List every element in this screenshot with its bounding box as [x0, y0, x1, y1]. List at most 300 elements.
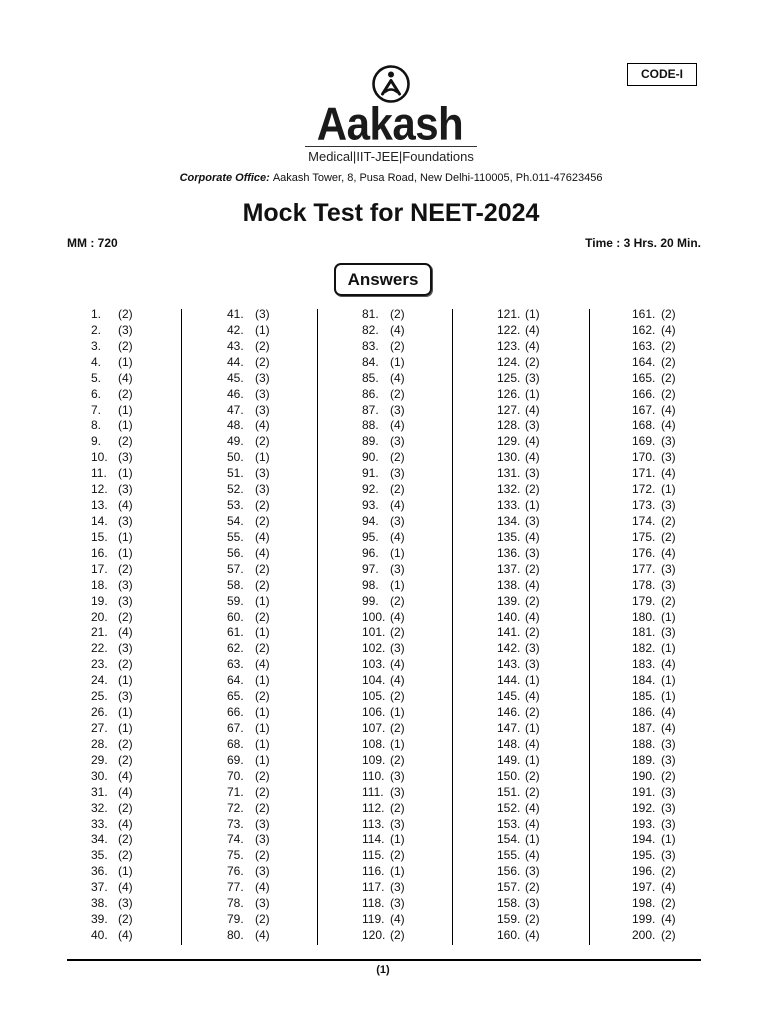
answer-row [362, 912, 405, 928]
answer-option: (2) [525, 354, 540, 369]
answer-option: (3) [255, 482, 270, 497]
answer-option: (2) [118, 848, 133, 863]
answer-option: (2) [118, 752, 133, 767]
answer-option: (2) [390, 450, 405, 465]
answer-row [91, 705, 133, 721]
answer-option: (2) [255, 689, 270, 704]
answer-column [91, 307, 133, 944]
question-number: 117. [362, 880, 385, 895]
question-number: 111. [362, 784, 384, 799]
answer-option: (2) [118, 434, 133, 449]
answer-option: (2) [525, 561, 540, 576]
answer-option: (4) [525, 689, 540, 704]
answer-row [497, 721, 540, 737]
answer-row [91, 418, 133, 434]
question-number: 61. [227, 625, 244, 640]
answer-row [362, 339, 405, 355]
question-number: 71. [227, 784, 244, 799]
question-number: 119. [362, 912, 385, 927]
question-number: 152. [497, 800, 521, 815]
question-number: 138. [497, 577, 521, 592]
question-number: 33. [91, 816, 108, 831]
answer-option: (3) [255, 466, 270, 481]
question-number: 118. [362, 896, 385, 911]
answer-row [227, 896, 270, 912]
question-number: 148. [497, 736, 521, 751]
answer-row [91, 657, 133, 673]
answer-row [227, 880, 270, 896]
answer-row [91, 785, 133, 801]
answer-row [497, 912, 540, 928]
answer-row [632, 657, 676, 673]
answer-row [497, 880, 540, 896]
question-number: 133. [497, 498, 521, 513]
answer-row [91, 355, 133, 371]
answer-row [227, 355, 270, 371]
answer-row [91, 673, 133, 689]
answer-row [227, 785, 270, 801]
answer-option: (1) [118, 545, 133, 560]
answer-option: (2) [255, 561, 270, 576]
question-number: 16. [91, 545, 108, 560]
answer-option: (2) [255, 498, 270, 513]
answer-row [91, 896, 133, 912]
question-number: 59. [227, 593, 244, 608]
answer-row [632, 848, 676, 864]
answer-option: (4) [525, 800, 540, 815]
answer-row [497, 562, 540, 578]
time-duration: Time : 3 Hrs. 20 Min. [585, 236, 701, 250]
question-number: 130. [497, 450, 521, 465]
answer-option: (2) [118, 912, 133, 927]
brand-name: Aakash [316, 97, 464, 150]
answer-row [632, 403, 676, 419]
question-number: 105. [362, 689, 386, 704]
question-number: 186. [632, 705, 656, 720]
answer-option: (2) [118, 561, 133, 576]
question-number: 123. [497, 338, 521, 353]
answer-option: (2) [118, 338, 133, 353]
answer-option: (3) [525, 864, 540, 879]
answer-option: (1) [255, 322, 270, 337]
question-number: 185. [632, 689, 656, 704]
answer-option: (1) [118, 720, 133, 735]
answer-option: (4) [390, 673, 405, 688]
answer-option: (3) [661, 625, 676, 640]
answer-option: (4) [525, 529, 540, 544]
answer-option: (4) [661, 657, 676, 672]
answer-row [497, 466, 540, 482]
answers-heading: Answers [334, 263, 432, 296]
answer-row [632, 578, 676, 594]
question-number: 91. [362, 466, 379, 481]
answer-row [227, 912, 270, 928]
question-number: 43. [227, 338, 244, 353]
answer-option: (1) [390, 832, 405, 847]
answer-row [91, 339, 133, 355]
answer-option: (4) [255, 880, 270, 895]
answer-row [91, 594, 133, 610]
answer-option: (3) [525, 370, 540, 385]
answer-row [227, 482, 270, 498]
answer-row [227, 657, 270, 673]
question-number: 95. [362, 529, 379, 544]
question-number: 98. [362, 577, 379, 592]
answer-row [497, 578, 540, 594]
question-number: 187. [632, 720, 656, 735]
question-number: 199. [632, 912, 656, 927]
answer-option: (4) [118, 498, 133, 513]
question-number: 87. [362, 402, 379, 417]
question-number: 170. [632, 450, 656, 465]
answer-option: (1) [118, 864, 133, 879]
answer-option: (2) [118, 800, 133, 815]
answer-row [91, 482, 133, 498]
answer-option: (1) [255, 752, 270, 767]
answer-option: (4) [255, 529, 270, 544]
answer-option: (2) [525, 705, 540, 720]
answer-row [632, 769, 676, 785]
answer-row [227, 434, 270, 450]
answer-row [91, 928, 133, 944]
answer-row [362, 434, 405, 450]
question-number: 26. [91, 705, 108, 720]
answer-option: (3) [390, 641, 405, 656]
answer-option: (2) [390, 800, 405, 815]
question-number: 101. [362, 625, 386, 640]
answer-option: (3) [525, 641, 540, 656]
answer-option: (4) [661, 545, 676, 560]
answer-row [632, 625, 676, 641]
answer-row [91, 387, 133, 403]
answer-option: (2) [255, 800, 270, 815]
answer-row [632, 546, 676, 562]
question-number: 176. [632, 545, 656, 560]
answer-row [497, 801, 540, 817]
answer-option: (2) [661, 370, 676, 385]
question-number: 114. [362, 832, 385, 847]
question-number: 197. [632, 880, 656, 895]
answer-option: (1) [390, 736, 405, 751]
question-number: 132. [497, 482, 521, 497]
brand-tagline: Medical|IIT-JEE|Foundations [305, 146, 477, 164]
question-number: 92. [362, 482, 379, 497]
answer-option: (2) [118, 657, 133, 672]
answer-column [632, 307, 676, 944]
question-number: 5. [91, 370, 102, 385]
question-number: 36. [91, 864, 108, 879]
answer-row [362, 610, 405, 626]
question-number: 60. [227, 609, 244, 624]
answer-row [362, 562, 405, 578]
answer-option: (1) [525, 498, 540, 513]
question-number: 139. [497, 593, 521, 608]
answer-row [362, 625, 405, 641]
question-number: 146. [497, 705, 521, 720]
question-number: 168. [632, 418, 656, 433]
answer-row [497, 785, 540, 801]
question-number: 107. [362, 720, 386, 735]
question-number: 50. [227, 450, 244, 465]
answer-row [227, 610, 270, 626]
answer-row [497, 514, 540, 530]
question-number: 38. [91, 896, 108, 911]
answer-row [91, 625, 133, 641]
answer-row [497, 610, 540, 626]
answer-row [362, 928, 405, 944]
answer-option: (4) [661, 402, 676, 417]
answer-option: (3) [390, 784, 405, 799]
question-number: 115. [362, 848, 385, 863]
answer-option: (3) [255, 370, 270, 385]
question-number: 141. [497, 625, 521, 640]
answer-row [497, 832, 540, 848]
answer-option: (4) [390, 322, 405, 337]
answer-row [227, 546, 270, 562]
question-number: 84. [362, 354, 379, 369]
question-number: 25. [91, 689, 108, 704]
question-number: 188. [632, 736, 656, 751]
question-number: 161. [632, 307, 656, 321]
answer-row [497, 530, 540, 546]
corporate-office-address: Aakash Tower, 8, Pusa Road, New Delhi-110005, Ph.011-47623456 [272, 172, 603, 184]
question-number: 19. [91, 593, 108, 608]
answer-row [632, 721, 676, 737]
answer-row [227, 339, 270, 355]
answer-row [91, 848, 133, 864]
page-number: (1) [376, 964, 390, 976]
answer-option: (4) [118, 370, 133, 385]
question-number: 175. [632, 529, 656, 544]
footer-rule [67, 959, 701, 961]
answer-option: (1) [118, 466, 133, 481]
question-number: 124. [497, 354, 521, 369]
question-number: 106. [362, 705, 386, 720]
answer-option: (4) [390, 657, 405, 672]
answer-option: (1) [390, 705, 405, 720]
answer-option: (3) [118, 689, 133, 704]
answer-row [91, 530, 133, 546]
answer-option: (4) [390, 609, 405, 624]
answer-row [497, 387, 540, 403]
question-number: 135. [497, 529, 521, 544]
question-number: 20. [91, 609, 108, 624]
answer-option: (3) [661, 434, 676, 449]
answer-option: (1) [525, 307, 540, 321]
answer-option: (2) [525, 784, 540, 799]
question-number: 1. [91, 307, 102, 321]
answer-row [362, 450, 405, 466]
answer-option: (1) [661, 482, 676, 497]
answer-row [632, 673, 676, 689]
answer-row [497, 896, 540, 912]
question-number: 153. [497, 816, 521, 831]
question-number: 4. [91, 354, 102, 369]
answer-row [497, 546, 540, 562]
answer-row [362, 355, 405, 371]
answer-option: (3) [390, 816, 405, 831]
answer-option: (2) [661, 768, 676, 783]
answer-row [497, 418, 540, 434]
question-number: 65. [227, 689, 244, 704]
question-number: 159. [497, 912, 521, 927]
answer-option: (4) [525, 577, 540, 592]
answer-row [362, 498, 405, 514]
answer-row [497, 657, 540, 673]
question-number: 143. [497, 657, 521, 672]
question-number: 49. [227, 434, 244, 449]
question-number: 195. [632, 848, 656, 863]
question-number: 181. [632, 625, 656, 640]
answer-row [632, 482, 676, 498]
answer-option: (4) [525, 338, 540, 353]
answer-option: (1) [661, 673, 676, 688]
answer-row [91, 434, 133, 450]
answer-option: (3) [118, 641, 133, 656]
answer-row [497, 705, 540, 721]
answer-option: (2) [661, 354, 676, 369]
answer-option: (2) [390, 625, 405, 640]
answer-row [227, 562, 270, 578]
question-number: 10. [91, 450, 108, 465]
answer-option: (4) [118, 625, 133, 640]
answer-option: (2) [661, 593, 676, 608]
question-number: 8. [91, 418, 102, 433]
answer-row [632, 371, 676, 387]
answer-row [227, 371, 270, 387]
answer-row [91, 450, 133, 466]
answer-option: (2) [390, 927, 405, 942]
answer-row [227, 323, 270, 339]
answer-option: (2) [525, 768, 540, 783]
answer-row [227, 848, 270, 864]
answer-row [497, 769, 540, 785]
answer-column [497, 307, 540, 944]
answer-row [362, 705, 405, 721]
answer-option: (4) [525, 816, 540, 831]
answer-row [497, 673, 540, 689]
question-number: 56. [227, 545, 244, 560]
answer-row [497, 371, 540, 387]
answer-row [497, 864, 540, 880]
answer-option: (3) [390, 434, 405, 449]
question-number: 127. [497, 402, 521, 417]
question-number: 145. [497, 689, 521, 704]
question-number: 66. [227, 705, 244, 720]
answer-row [227, 578, 270, 594]
question-number: 34. [91, 832, 108, 847]
answer-option: (2) [255, 354, 270, 369]
question-number: 184. [632, 673, 656, 688]
answer-row [362, 403, 405, 419]
answer-row [497, 498, 540, 514]
question-number: 18. [91, 577, 108, 592]
question-number: 13. [91, 498, 108, 513]
answer-option: (3) [525, 513, 540, 528]
answer-row [497, 355, 540, 371]
question-number: 24. [91, 673, 108, 688]
question-number: 173. [632, 498, 656, 513]
question-number: 15. [91, 529, 108, 544]
answer-row [497, 450, 540, 466]
answer-option: (2) [255, 784, 270, 799]
answer-row [632, 785, 676, 801]
answer-row [227, 769, 270, 785]
answer-option: (4) [118, 768, 133, 783]
answer-row [632, 896, 676, 912]
answer-row [362, 817, 405, 833]
answer-option: (3) [118, 450, 133, 465]
answer-row [632, 817, 676, 833]
answer-row [227, 928, 270, 944]
answer-option: (4) [390, 912, 405, 927]
question-number: 88. [362, 418, 379, 433]
answer-row [227, 737, 270, 753]
question-number: 151. [497, 784, 521, 799]
question-number: 7. [91, 402, 102, 417]
question-number: 169. [632, 434, 656, 449]
answer-option: (3) [525, 657, 540, 672]
answer-row [227, 721, 270, 737]
question-number: 157. [497, 880, 521, 895]
answer-option: (1) [118, 673, 133, 688]
answer-row [227, 307, 270, 323]
answer-option: (3) [118, 322, 133, 337]
answer-option: (2) [255, 609, 270, 624]
answer-option: (4) [255, 545, 270, 560]
question-number: 147. [497, 720, 521, 735]
answer-option: (3) [390, 402, 405, 417]
question-number: 109. [362, 752, 386, 767]
answer-option: (3) [661, 752, 676, 767]
answer-row [497, 641, 540, 657]
question-number: 35. [91, 848, 108, 863]
answer-row [632, 307, 676, 323]
answer-option: (4) [661, 705, 676, 720]
answer-row [632, 832, 676, 848]
question-number: 172. [632, 482, 656, 497]
question-number: 73. [227, 816, 244, 831]
answer-row [227, 594, 270, 610]
question-number: 120. [362, 927, 386, 942]
answer-option: (1) [390, 864, 405, 879]
answer-row [227, 801, 270, 817]
answer-row [497, 817, 540, 833]
question-number: 116. [362, 864, 385, 879]
answer-row [227, 689, 270, 705]
question-number: 122. [497, 322, 521, 337]
answer-row [497, 928, 540, 944]
corporate-office-line [150, 172, 632, 185]
answer-row [632, 498, 676, 514]
answer-row [497, 737, 540, 753]
answer-row [632, 737, 676, 753]
answer-row [362, 466, 405, 482]
question-number: 40. [91, 927, 108, 942]
code-label: CODE-I [627, 63, 697, 86]
answer-row [227, 498, 270, 514]
answer-row [91, 562, 133, 578]
answer-column [227, 307, 270, 944]
answer-option: (2) [390, 752, 405, 767]
answer-row [497, 323, 540, 339]
question-number: 27. [91, 720, 108, 735]
answer-row [497, 594, 540, 610]
question-number: 160. [497, 927, 521, 942]
answer-option: (4) [525, 322, 540, 337]
answer-row [227, 817, 270, 833]
question-number: 3. [91, 338, 102, 353]
